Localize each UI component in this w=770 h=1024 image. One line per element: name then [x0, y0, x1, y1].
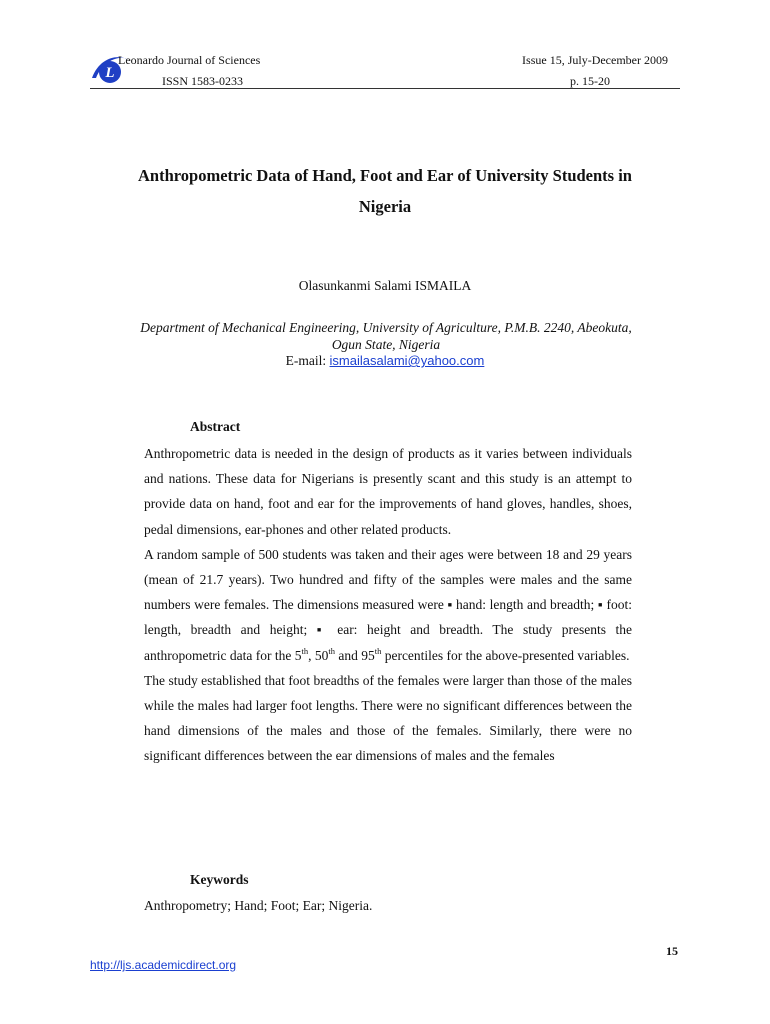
superscript-th: th — [301, 645, 309, 656]
keywords-text: Anthropometry; Hand; Foot; Ear; Nigeria. — [144, 898, 373, 913]
keywords-heading: Keywords — [190, 872, 249, 887]
author-email — [100, 353, 670, 369]
journal-issn: ISSN 1583-0233 — [162, 74, 244, 88]
page-number: 15 — [666, 944, 678, 958]
abstract-heading: Abstract — [190, 419, 241, 434]
page-range: p. 15-20 — [570, 74, 610, 88]
superscript-th: th — [328, 645, 335, 656]
affiliation-line2: Ogun State, Nigeria — [331, 337, 441, 352]
page-header — [90, 48, 680, 89]
abstract-p2-start: A random sample of 500 students was taken and their ages were between 18 and 29 years (mean of 21.7 years). Two hundred and fifty of the samples were males and the same numbers were females. The dimensions measured were ▪ hand: length and breadth; ▪ foot: length, breadth and height; ▪ ear: height and breadth. The study presents the anthropometric data for the 5 — [144, 546, 632, 663]
journal-url-link[interactable]: http://ljs.academicdirect.org — [90, 958, 237, 972]
journal-name: Leonardo Journal of Sciences — [118, 53, 261, 67]
abstract-p2-mid1: , 50 — [308, 647, 329, 663]
superscript-th: th — [374, 645, 382, 656]
email-link[interactable]: ismailasalami@yahoo.com — [329, 353, 485, 368]
email-label: E-mail: — [285, 353, 330, 368]
abstract-p2-end: percentiles for the above-presented variables. — [381, 647, 630, 663]
abstract-paragraph-3: The study established that foot breadths of the females were larger than those of the males while the males had larger foot lengths. There were no significant differences between the hand dimensions of the males and those of the females. Similarly, there were no significant differences between the ear dimensions of males and the females — [144, 672, 632, 764]
journal-issue: Issue 15, July-December 2009 — [522, 53, 668, 67]
affiliation-line1: Department of Mechanical Engineering, University of Agriculture, P.M.B. 2240, Abeokuta, — [140, 320, 632, 335]
author-affiliation — [96, 319, 676, 353]
abstract-p2-mid2: and 95 — [334, 647, 375, 663]
abstract-paragraph-2 — [144, 542, 632, 668]
paper-title-line1: Anthropometric Data of Hand, Foot and Ear of University Students in — [138, 166, 632, 185]
author-name: Olasunkanmi Salami ISMAILA — [298, 278, 472, 293]
paper-title-line2: Nigeria — [358, 197, 412, 216]
paper-title — [100, 160, 670, 222]
abstract-body — [144, 441, 632, 769]
logo-letter: L — [105, 65, 115, 81]
abstract-paragraph-1: Anthropometric data is needed in the design of products as it varies between individuals and nations. These data for Nigerians is presently scant and this study is an attempt to provide data on hand, foot and ear for the improvements of hand gloves, handles, shoes, pedal dimensions, ear-phones and other related products. — [144, 446, 632, 537]
